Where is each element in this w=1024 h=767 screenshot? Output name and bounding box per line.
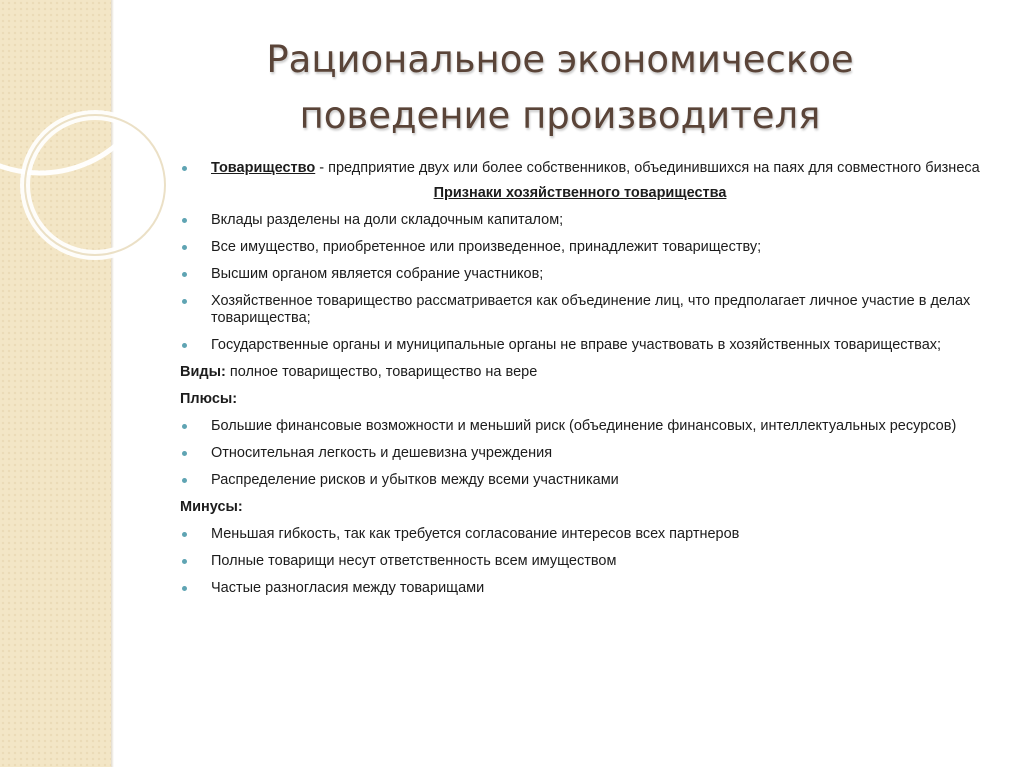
slide-title — [150, 32, 970, 144]
feature-item-text: Государственные органы и муниципальные органы не вправе участвовать в хозяйственных товариществах; — [211, 337, 942, 353]
pro-item-text: Распределение рисков и убытков между всеми участниками — [211, 472, 619, 488]
types-line — [180, 364, 980, 381]
bullet-icon — [182, 424, 187, 429]
bullet-icon — [182, 218, 187, 223]
pro-item-text: Относительная легкость и дешевизна учреждения — [211, 445, 553, 461]
types-label: Виды: — [180, 364, 226, 380]
cons-heading: Минусы: — [180, 499, 243, 515]
pros-heading: Плюсы: — [180, 391, 238, 407]
features-heading: Признаки хозяйственного товарищества — [433, 185, 727, 201]
bullet-icon — [182, 559, 187, 564]
bullet-icon — [182, 478, 187, 483]
bullet-icon — [182, 343, 187, 348]
slide-content — [180, 160, 980, 607]
feature-item-text: Высшим органом является собрание участников; — [211, 266, 544, 282]
bullet-icon — [182, 586, 187, 591]
definition-term: Товарищество — [211, 160, 316, 176]
pro-item — [180, 418, 980, 435]
pro-item-text: Большие финансовые возможности и меньший риск (объединение финансовых, интеллектуальных ресурсов) — [211, 418, 957, 434]
bullet-icon — [182, 166, 187, 171]
con-item — [180, 526, 980, 543]
cons-list — [180, 526, 980, 597]
feature-item-text: Все имущество, приобретенное или произведенное, принадлежит товариществу; — [211, 239, 762, 255]
con-item-text: Частые разногласия между товарищами — [211, 580, 485, 596]
features-list — [180, 212, 980, 354]
feature-item — [180, 266, 980, 283]
pro-item — [180, 472, 980, 489]
definition-item — [180, 160, 980, 177]
bullet-icon — [182, 532, 187, 537]
feature-item — [180, 212, 980, 229]
con-item — [180, 553, 980, 570]
bullet-icon — [182, 451, 187, 456]
con-item-text: Меньшая гибкость, так как требуется согласование интересов всех партнеров — [211, 526, 740, 542]
definition-text: - предприятие двух или более собственников, объединившихся на паях для совместного бизнеса — [315, 160, 980, 176]
pro-item — [180, 445, 980, 462]
feature-item — [180, 337, 980, 354]
con-item — [180, 580, 980, 597]
pros-list — [180, 418, 980, 489]
feature-item — [180, 239, 980, 256]
feature-item-text: Вклады разделены на доли складочным капиталом; — [211, 212, 564, 228]
con-item-text: Полные товарищи несут ответственность всем имуществом — [211, 553, 617, 569]
title-line-2: поведение производителя — [299, 94, 821, 137]
feature-item-text: Хозяйственное товарищество рассматривается как объединение лиц, что предполагает личное участие в делах товарищества; — [211, 293, 971, 326]
title-line-1: Рациональное экономическое — [266, 38, 854, 81]
bullet-icon — [182, 299, 187, 304]
feature-item — [180, 293, 980, 327]
types-text: полное товарищество, товарищество на вере — [225, 364, 538, 380]
bullet-icon — [182, 272, 187, 277]
bullet-icon — [182, 245, 187, 250]
